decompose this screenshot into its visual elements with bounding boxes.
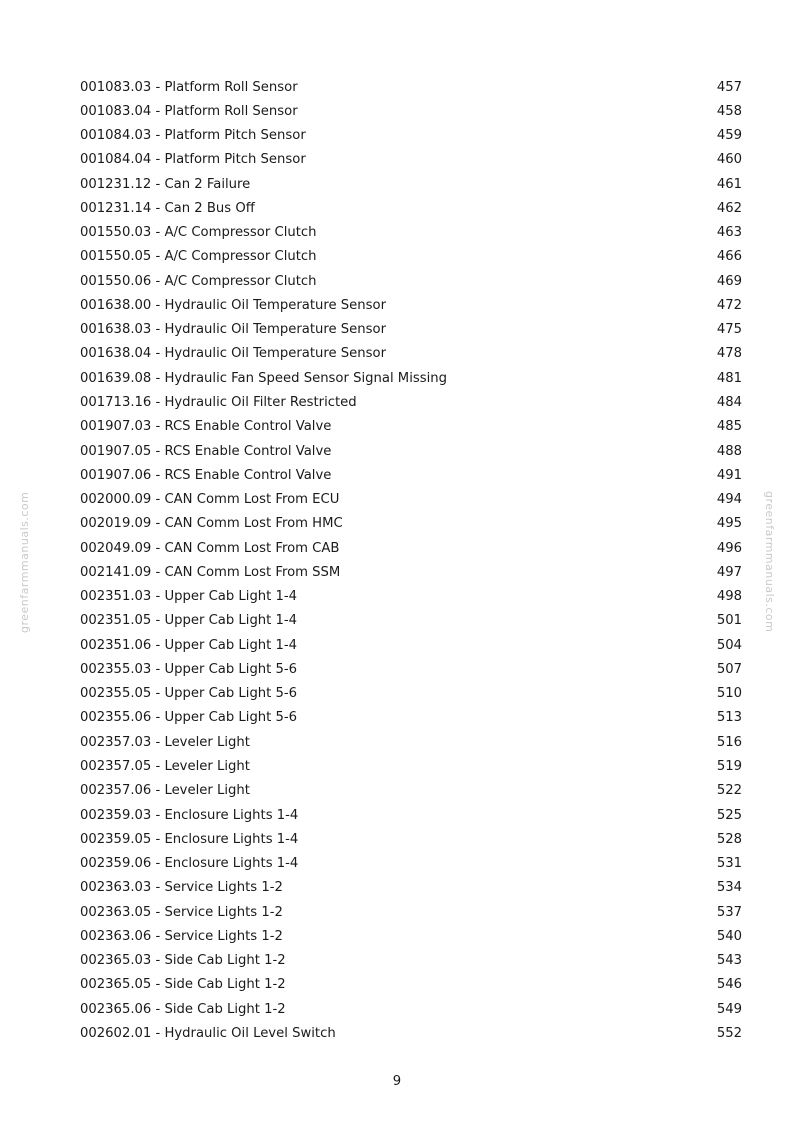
toc-entry-title: 001231.14 - Can 2 Bus Off — [80, 200, 255, 216]
toc-entry-page: 507 — [716, 661, 742, 677]
toc-entry[interactable] — [80, 827, 742, 851]
toc-entry-title: 002351.05 - Upper Cab Light 1-4 — [80, 613, 298, 629]
toc-entry-title: 002351.06 - Upper Cab Light 1-4 — [80, 637, 298, 653]
toc-entry[interactable] — [80, 706, 742, 730]
toc-entry-page: 546 — [716, 977, 742, 993]
toc-entry-page: 552 — [716, 1025, 742, 1041]
toc-entry-title: 001550.06 - A/C Compressor Clutch — [80, 273, 317, 289]
toc-entry[interactable] — [80, 585, 742, 609]
toc-entry-title: 002141.09 - CAN Comm Lost From SSM — [80, 564, 341, 580]
toc-entry[interactable] — [80, 973, 742, 997]
toc-entry-title: 002365.06 - Side Cab Light 1-2 — [80, 1001, 286, 1017]
toc-entry[interactable] — [80, 269, 742, 293]
toc-entry-page: 516 — [716, 734, 742, 750]
toc-entry-title: 002357.05 - Leveler Light — [80, 758, 250, 774]
toc-entry[interactable] — [80, 852, 742, 876]
toc-entry-title: 001084.03 - Platform Pitch Sensor — [80, 128, 306, 144]
toc-entry-title: 002000.09 - CAN Comm Lost From ECU — [80, 492, 340, 508]
toc-entry-page: 494 — [716, 492, 742, 508]
toc-entry-page: 478 — [716, 346, 742, 362]
toc-entry-page: 462 — [716, 200, 742, 216]
toc-entry-title: 002355.05 - Upper Cab Light 5-6 — [80, 686, 298, 702]
toc-entry-page: 485 — [716, 419, 742, 435]
toc-entry-title: 001907.03 - RCS Enable Control Valve — [80, 419, 332, 435]
toc-entry-title: 001713.16 - Hydraulic Oil Filter Restricted — [80, 394, 357, 410]
toc-entry[interactable] — [80, 221, 742, 245]
toc-entry[interactable] — [80, 657, 742, 681]
toc-entry-page: 488 — [716, 443, 742, 459]
toc-entry[interactable] — [80, 99, 742, 123]
toc-entry-page: 457 — [716, 79, 742, 95]
toc-entry[interactable] — [80, 75, 742, 99]
toc-entry[interactable] — [80, 390, 742, 414]
toc-entry[interactable] — [80, 488, 742, 512]
toc-entry[interactable] — [80, 366, 742, 390]
toc-entry[interactable] — [80, 779, 742, 803]
toc-entry-page: 513 — [716, 710, 742, 726]
toc-entry-page: 501 — [716, 613, 742, 629]
toc-entry[interactable] — [80, 803, 742, 827]
watermark-right: greenfarmmanuals.com — [763, 491, 776, 633]
toc-entry-page: 543 — [716, 953, 742, 969]
toc-entry-title: 002359.05 - Enclosure Lights 1-4 — [80, 831, 299, 847]
toc-entry-page: 534 — [716, 880, 742, 896]
toc-entry-title: 002365.05 - Side Cab Light 1-2 — [80, 977, 286, 993]
toc-entry[interactable] — [80, 512, 742, 536]
toc-entry-title: 002365.03 - Side Cab Light 1-2 — [80, 953, 286, 969]
toc-entry-title: 001231.12 - Can 2 Failure — [80, 176, 251, 192]
toc-entry-title: 002357.06 - Leveler Light — [80, 783, 250, 799]
toc-entry-title: 002049.09 - CAN Comm Lost From CAB — [80, 540, 340, 556]
toc-entry-page: 458 — [716, 103, 742, 119]
toc-entry-title: 001638.03 - Hydraulic Oil Temperature Sensor — [80, 322, 387, 338]
toc-entry-page: 496 — [716, 540, 742, 556]
toc-entry-page: 463 — [716, 225, 742, 241]
toc-entry-title: 002351.03 - Upper Cab Light 1-4 — [80, 589, 298, 605]
toc-entry-title: 002019.09 - CAN Comm Lost From HMC — [80, 516, 343, 532]
toc-entry-title: 001907.06 - RCS Enable Control Valve — [80, 467, 332, 483]
toc-entry-page: 528 — [716, 831, 742, 847]
toc-entry-title: 001083.03 - Platform Roll Sensor — [80, 79, 298, 95]
toc-entry-page: 498 — [716, 589, 742, 605]
toc-entry[interactable] — [80, 124, 742, 148]
toc-entry[interactable] — [80, 536, 742, 560]
toc-entry[interactable] — [80, 560, 742, 584]
toc-entry-page: 466 — [716, 249, 742, 265]
toc-entry[interactable] — [80, 172, 742, 196]
toc-entry[interactable] — [80, 949, 742, 973]
toc-entry[interactable] — [80, 924, 742, 948]
toc-entry[interactable] — [80, 997, 742, 1021]
toc-entry-page: 522 — [716, 783, 742, 799]
toc-entry-page: 519 — [716, 758, 742, 774]
toc-entry-page: 497 — [716, 564, 742, 580]
toc-entry-title: 002363.05 - Service Lights 1-2 — [80, 904, 283, 920]
toc-entry-page: 549 — [716, 1001, 742, 1017]
toc-entry-page: 525 — [716, 807, 742, 823]
table-of-contents — [80, 75, 742, 1046]
toc-entry-page: 472 — [716, 297, 742, 313]
toc-entry-title: 002357.03 - Leveler Light — [80, 734, 250, 750]
toc-entry-title: 001638.04 - Hydraulic Oil Temperature Sensor — [80, 346, 387, 362]
watermark-left: greenfarmmanuals.com — [18, 491, 31, 633]
toc-entry[interactable] — [80, 633, 742, 657]
toc-entry[interactable] — [80, 1021, 742, 1045]
toc-entry-page: 469 — [716, 273, 742, 289]
toc-entry-page: 504 — [716, 637, 742, 653]
toc-entry-page: 495 — [716, 516, 742, 532]
toc-entry[interactable] — [80, 876, 742, 900]
toc-entry-page: 481 — [716, 370, 742, 386]
toc-entry[interactable] — [80, 463, 742, 487]
toc-entry-title: 002602.01 - Hydraulic Oil Level Switch — [80, 1025, 336, 1041]
toc-entry-title: 002355.03 - Upper Cab Light 5-6 — [80, 661, 298, 677]
page-number: 9 — [392, 1074, 402, 1089]
toc-entry[interactable] — [80, 245, 742, 269]
toc-entry-page: 459 — [716, 128, 742, 144]
toc-entry-page: 484 — [716, 394, 742, 410]
toc-entry-title: 001083.04 - Platform Roll Sensor — [80, 103, 298, 119]
toc-entry-title: 001084.04 - Platform Pitch Sensor — [80, 152, 306, 168]
toc-entry-title: 001639.08 - Hydraulic Fan Speed Sensor Signal Missing — [80, 370, 447, 386]
toc-entry[interactable] — [80, 730, 742, 754]
toc-entry[interactable] — [80, 609, 742, 633]
toc-entry-title: 001550.05 - A/C Compressor Clutch — [80, 249, 317, 265]
toc-entry-page: 461 — [716, 176, 742, 192]
toc-entry[interactable] — [80, 754, 742, 778]
toc-entry-page: 537 — [716, 904, 742, 920]
toc-entry[interactable] — [80, 900, 742, 924]
toc-entry-page: 510 — [716, 686, 742, 702]
toc-entry-title: 002363.03 - Service Lights 1-2 — [80, 880, 283, 896]
toc-entry[interactable] — [80, 293, 742, 317]
toc-entry[interactable] — [80, 342, 742, 366]
toc-entry-page: 491 — [716, 467, 742, 483]
toc-entry[interactable] — [80, 682, 742, 706]
toc-entry-page: 540 — [716, 928, 742, 944]
toc-entry-title: 001907.05 - RCS Enable Control Valve — [80, 443, 332, 459]
toc-entry-title: 002359.06 - Enclosure Lights 1-4 — [80, 856, 299, 872]
toc-entry-title: 001638.00 - Hydraulic Oil Temperature Sensor — [80, 297, 387, 313]
toc-entry-page: 531 — [716, 856, 742, 872]
toc-entry-page: 460 — [716, 152, 742, 168]
toc-entry-title: 001550.03 - A/C Compressor Clutch — [80, 225, 317, 241]
toc-entry[interactable] — [80, 439, 742, 463]
toc-entry-page: 475 — [716, 322, 742, 338]
toc-entry[interactable] — [80, 318, 742, 342]
toc-entry-title: 002363.06 - Service Lights 1-2 — [80, 928, 283, 944]
toc-entry-title: 002355.06 - Upper Cab Light 5-6 — [80, 710, 298, 726]
toc-entry[interactable] — [80, 196, 742, 220]
toc-entry[interactable] — [80, 148, 742, 172]
toc-entry[interactable] — [80, 415, 742, 439]
toc-entry-title: 002359.03 - Enclosure Lights 1-4 — [80, 807, 299, 823]
